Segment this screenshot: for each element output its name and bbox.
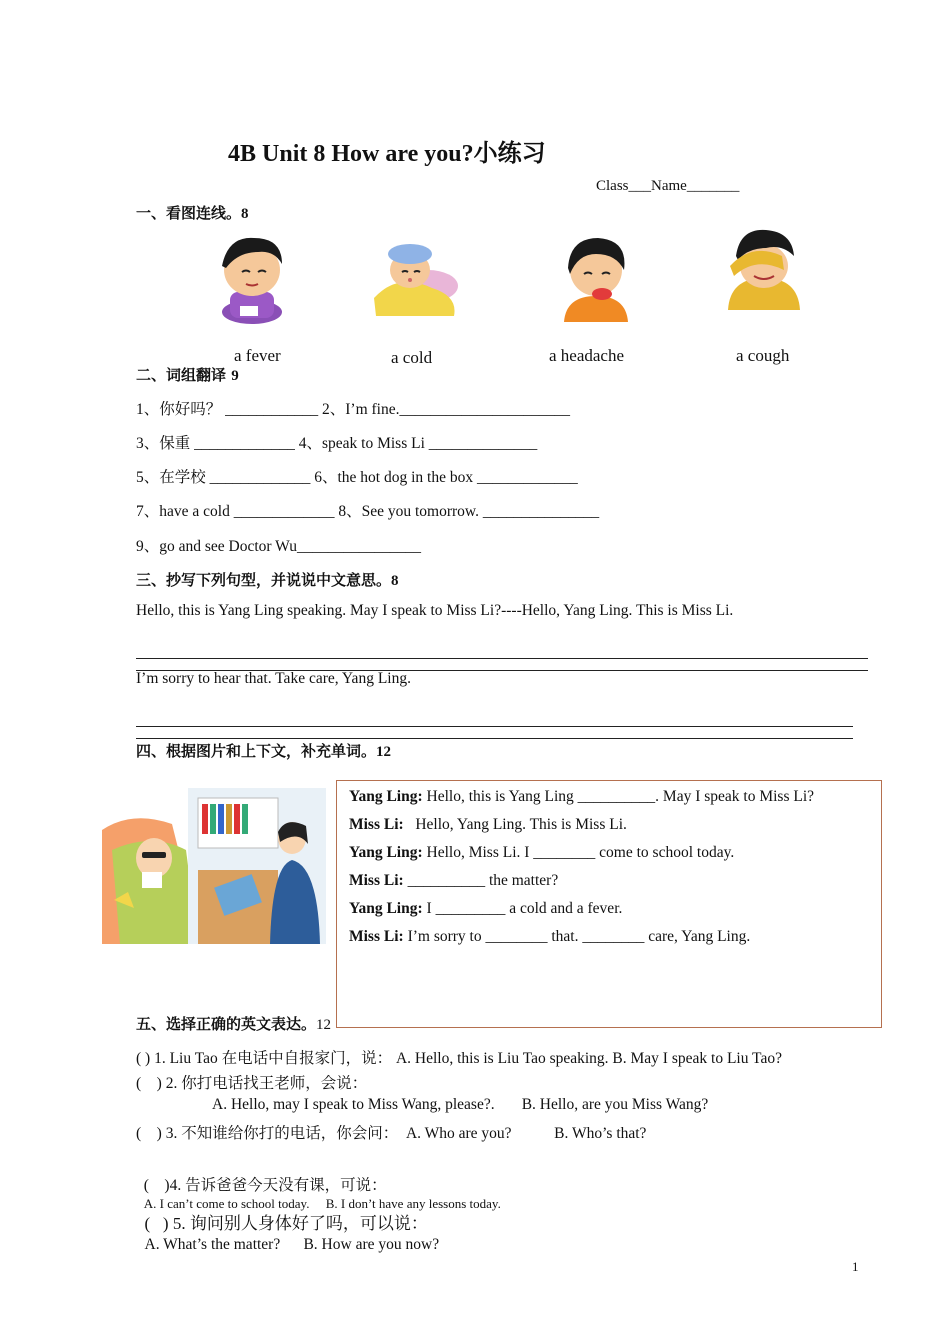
section-4-label: 四、根据图片和上下文，补充单词。 xyxy=(136,742,377,760)
fever-boy-illustration xyxy=(208,232,296,324)
dialogue-box xyxy=(336,780,882,1028)
section-1-points: 8 xyxy=(241,206,249,222)
caption-cough: a cough xyxy=(736,346,790,365)
copy-sentence-2: I’m sorry to hear that. Take care, Yang Ling. xyxy=(136,670,411,687)
writing-line-1a xyxy=(136,658,868,659)
dialogue-line-6 xyxy=(349,928,750,946)
writing-line-2b xyxy=(136,738,853,739)
section-2-label: 二、词组翻译 xyxy=(136,366,227,384)
section-3-points: 8 xyxy=(391,573,399,589)
dialogue-text: I’m sorry to ________ that. ________ care, Yang Ling. xyxy=(403,928,751,945)
section-2-points: 9 xyxy=(231,368,239,384)
dialogue-line-2 xyxy=(349,816,627,834)
translation-row-4: 7、have a cold _____________ 8、See you tomorrow. _______________ xyxy=(136,503,600,520)
translation-row-2: 3、保重 _____________ 4、speak to Miss Li ______________ xyxy=(136,435,538,452)
choice-question-4-options: A. I can’t come to school today. B. I don’t have any lessons today. xyxy=(143,1196,501,1211)
class-name-line: Class___Name_______ xyxy=(596,178,740,194)
dialogue-speaker: Yang Ling: xyxy=(349,900,423,917)
dialogue-line-5 xyxy=(349,900,622,918)
translation-row-1: 1、你好吗？ ____________ 2、I’m fine.______________________ xyxy=(136,401,570,418)
dialogue-line-3 xyxy=(349,844,734,862)
choice-question-5-options: A. What’s the matter? B. How are you now? xyxy=(144,1236,440,1253)
dialogue-text: Hello, Miss Li. I ________ come to school today. xyxy=(422,844,735,861)
caption-headache: a headache xyxy=(549,346,625,365)
section-1-label: 一、看图连线。 xyxy=(136,204,242,222)
phone-call-illustration xyxy=(102,780,328,944)
choice-question-2-options: A. Hello, may I speak to Miss Wang, please?. B. Hello, are you Miss Wang? xyxy=(212,1096,709,1113)
dialogue-line-4 xyxy=(349,872,558,890)
section-4-heading xyxy=(136,740,391,761)
choice-question-4-prompt: ( )4. 告诉爸爸今天没有课，可说： xyxy=(143,1177,387,1194)
dialogue-line-1 xyxy=(349,788,814,806)
page-title: 4B Unit 8 How are you?小练习 xyxy=(228,141,546,167)
choice-question-5 xyxy=(136,1189,439,1254)
caption-fever: a fever xyxy=(234,346,281,365)
dialogue-text: Hello, this is Yang Ling __________. May I speak to Miss Li? xyxy=(422,788,815,805)
section-5-points: 12 xyxy=(316,1017,332,1033)
dialogue-speaker: Yang Ling: xyxy=(349,788,423,805)
writing-line-2a xyxy=(136,726,853,727)
headache-boy-illustration xyxy=(556,234,636,322)
dialogue-speaker: Miss Li: xyxy=(349,928,404,945)
translation-row-3: 5、在学校 _____________ 6、the hot dog in the box _____________ xyxy=(136,469,578,486)
section-5-heading xyxy=(136,1013,331,1034)
choice-question-1: ( ) 1. Liu Tao 在电话中自报家门，说： A. Hello, this is Liu Tao speaking. B. May I speak to Liu Tao? xyxy=(136,1050,782,1067)
section-3-heading xyxy=(136,569,399,590)
choice-question-5-prompt: ( ) 5. 询问别人身体好了吗，可以说： xyxy=(144,1214,428,1233)
choice-question-2: ( ) 2. 你打电话找王老师，会说： xyxy=(136,1075,368,1092)
caption-cold: a cold xyxy=(391,348,433,367)
dialogue-speaker: Miss Li: xyxy=(349,872,404,889)
dialogue-text: I _________ a cold and a fever. xyxy=(422,900,623,917)
copy-sentence-1: Hello, this is Yang Ling speaking. May I speak to Miss Li?----Hello, Yang Ling. This is Miss Li. xyxy=(136,602,734,619)
dialogue-speaker: Miss Li: xyxy=(349,816,404,833)
section-1-heading xyxy=(136,202,249,223)
section-4-points: 12 xyxy=(376,744,392,760)
dialogue-text: Hello, Yang Ling. This is Miss Li. xyxy=(403,816,627,833)
section-3-label: 三、抄写下列句型，并说说中文意思。 xyxy=(136,571,392,589)
cough-boy-illustration xyxy=(722,226,808,310)
section-5-label: 五、选择正确的英文表达。 xyxy=(136,1015,317,1033)
cold-child-illustration xyxy=(368,236,464,322)
dialogue-speaker: Yang Ling: xyxy=(349,844,423,861)
choice-question-3: ( ) 3. 不知谁给你打的电话，你会问： A. Who are you? B. Who’s that? xyxy=(136,1125,647,1142)
translation-row-5: 9、go and see Doctor Wu________________ xyxy=(136,538,421,555)
section-2-heading xyxy=(136,364,239,385)
page-number: 1 xyxy=(852,1259,859,1274)
dialogue-text: __________ the matter? xyxy=(403,872,559,889)
